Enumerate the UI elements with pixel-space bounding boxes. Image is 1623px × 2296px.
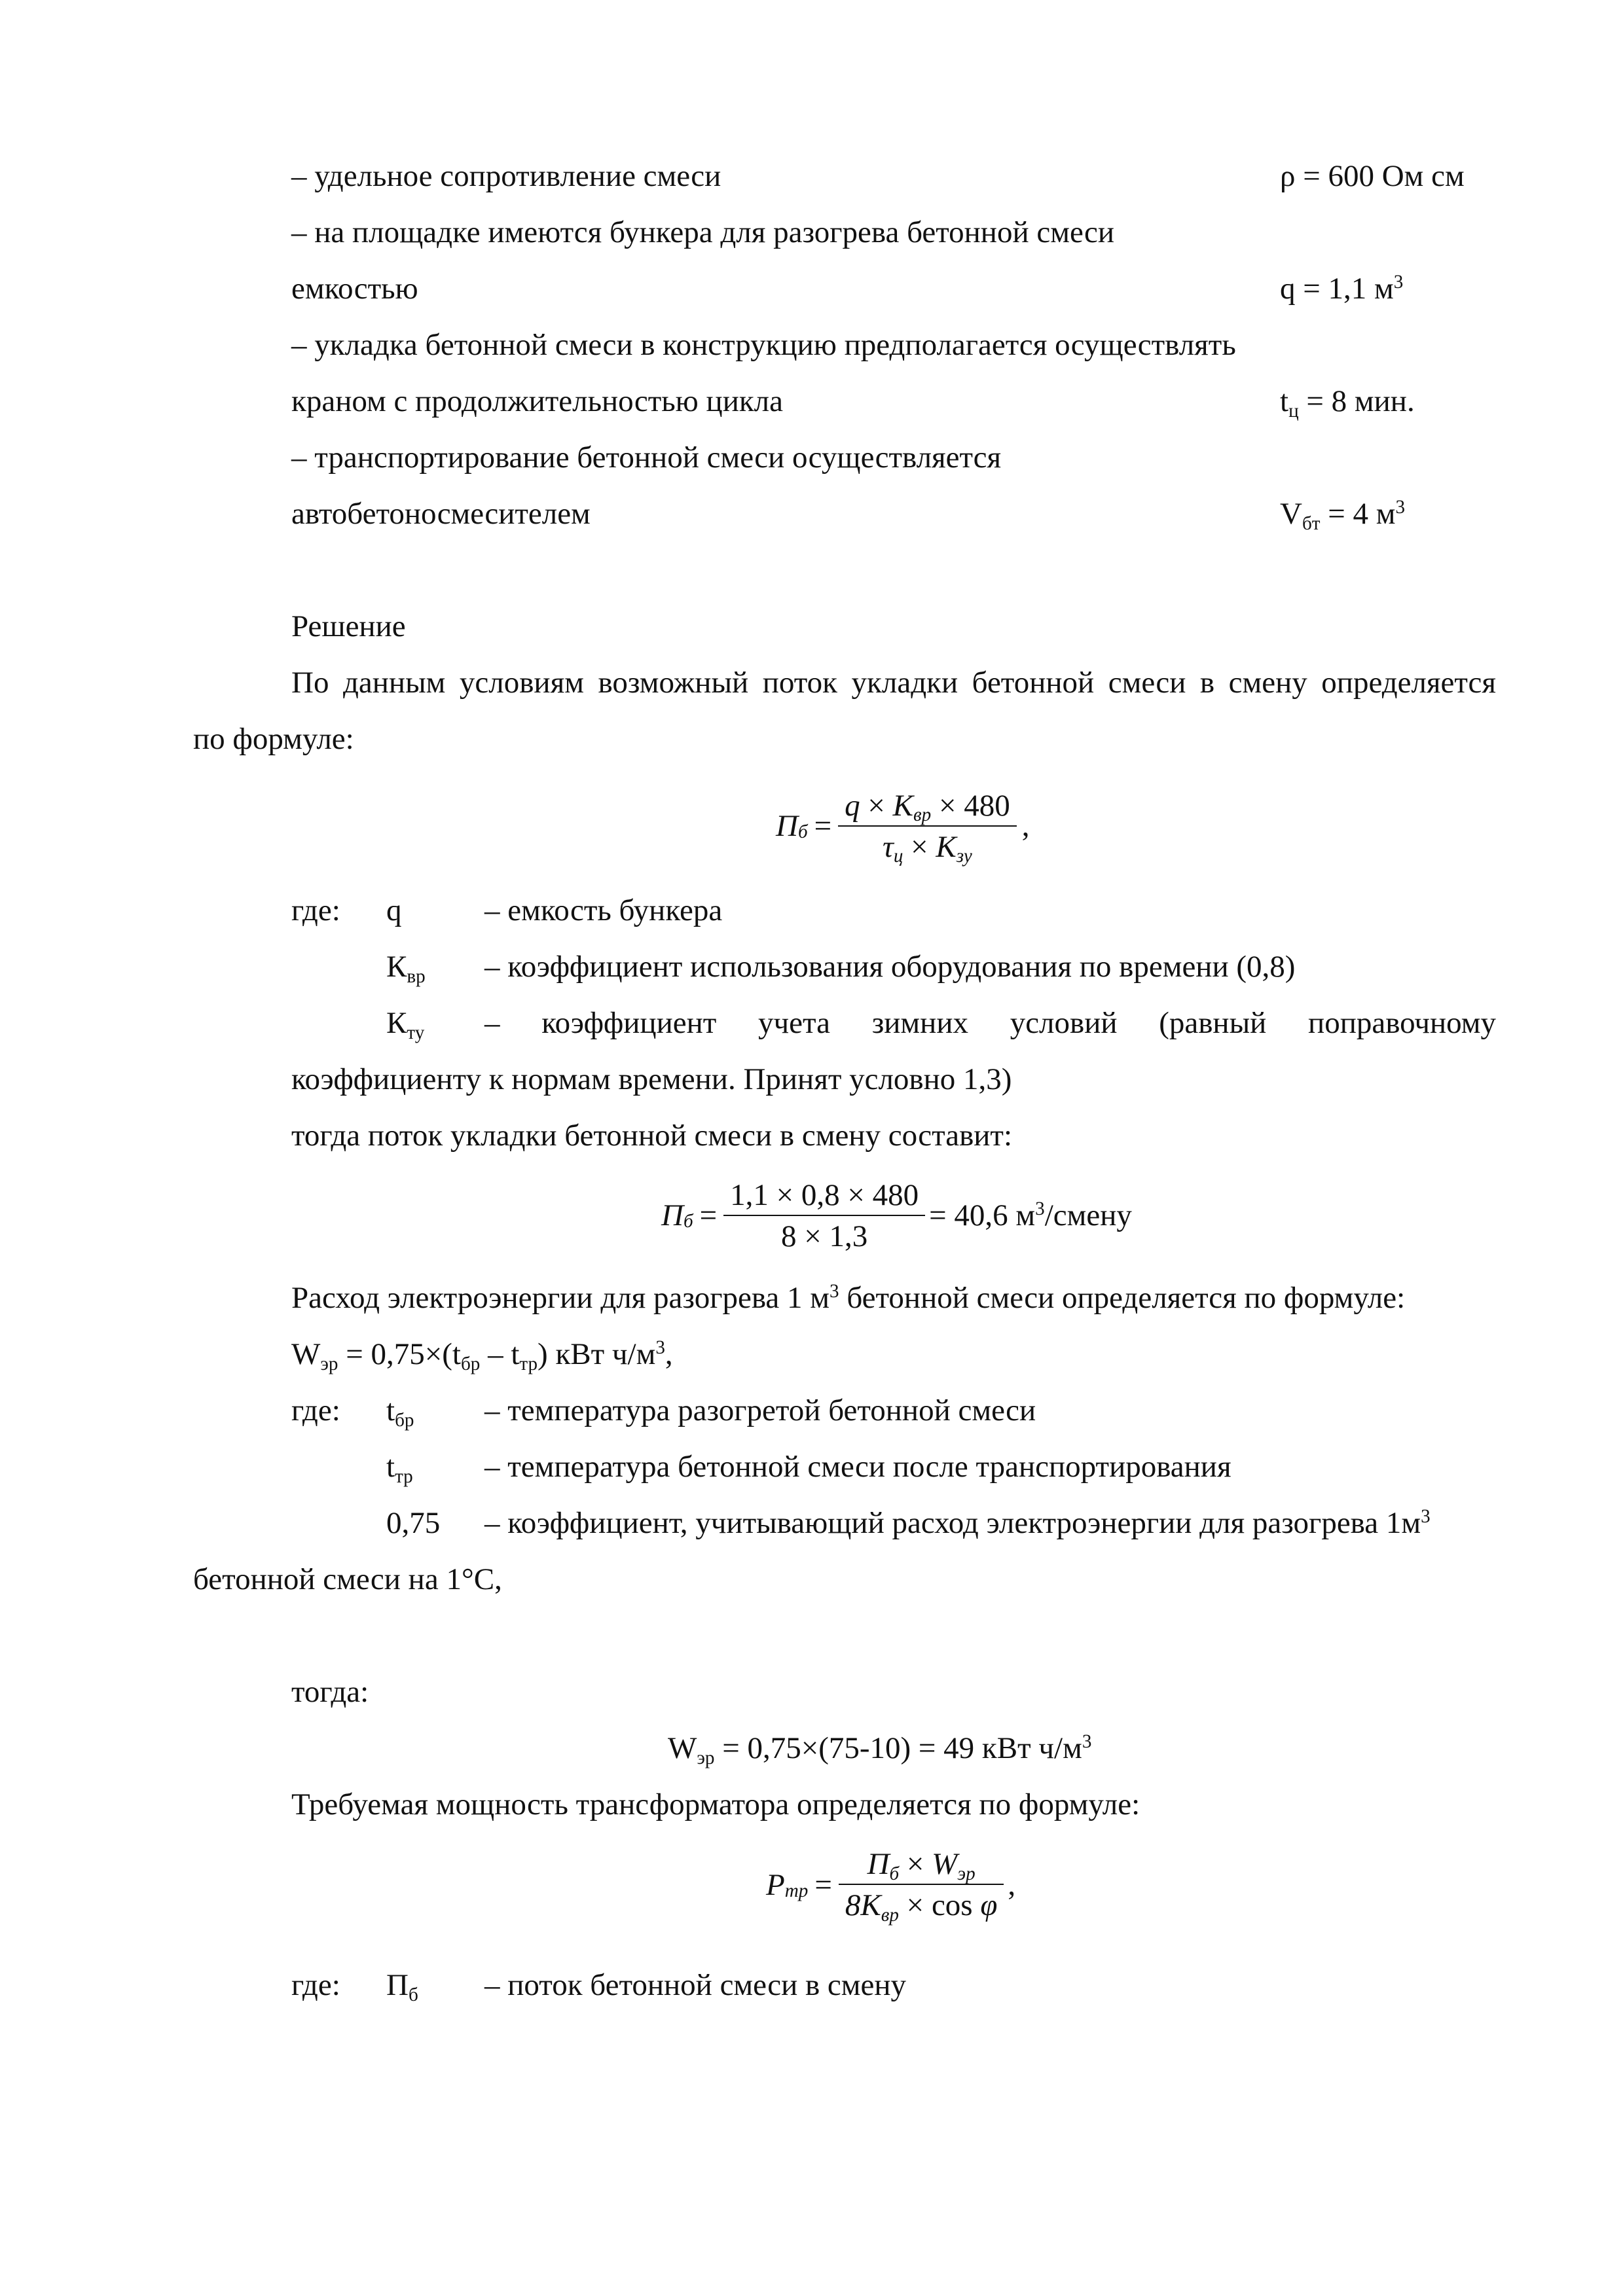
where2-desc-coef-cont: бетонной смеси на 1°С, xyxy=(193,1562,502,1596)
formula-flow-fraction: $\frac{q \times K_{вр} \times 480}{\tau_ц \times K_{зу}}$ xyxy=(838,791,1017,863)
paragraph-then-energy: тогда: xyxy=(291,1675,369,1709)
formula-energy: $W_{эр} = 0,75\times(t_{бр} - t_{тр})$ кВт $ч/м^3$, xyxy=(291,1336,673,1374)
formula-flow-result: П $_б$ = $\frac{1,1 \times 0,8 \times 480}{8 \times 1,3}$ = 40,6 $м^3$/смену xyxy=(661,1177,1132,1253)
line-capacity: емкостью xyxy=(291,272,418,306)
formula-transformer-fraction: $\frac{П_б \times W_{эр}}{8K_{вр} \times \cos \varphi}$ xyxy=(839,1849,1004,1921)
where3-desc-pb: – поток бетонной смеси в смену xyxy=(484,1968,907,2002)
paragraph-then-flow: тогда поток укладки бетонной смеси в смену составит: xyxy=(291,1119,1013,1153)
formula-flow: П $_б$ = $\frac{q \times K_{вр} \times 480}{\tau_ц \times K_{зу}}$ , xyxy=(776,788,1030,867)
paragraph-energy: Расход электроэнергии для разогрева 1 $м^3$ бетонной смеси определяется по формуле: xyxy=(291,1280,1406,1315)
line-placement: – укладка бетонной смеси в конструкцию предполагается осуществлять xyxy=(291,328,1236,362)
where-label-3: где: xyxy=(291,1968,340,2002)
line-mixer: автобетоносмесителем xyxy=(291,497,591,531)
line-resistivity: – удельное сопротивление смеси xyxy=(291,159,721,193)
where2-desc-tbr: – температура разогретой бетонной смеси xyxy=(484,1393,1036,1427)
value-capacity: q = 1,1 $м^3$ xyxy=(1280,271,1404,306)
where2-symbol-ttr: $t_{тр}$ xyxy=(386,1450,413,1487)
line-bunkers: – на площадке имеются бункера для разогрева бетонной смеси xyxy=(291,215,1114,249)
value-resistivity: ρ = 600 Ом см xyxy=(1280,159,1465,193)
line-crane-cycle: краном с продолжительностью цикла xyxy=(291,384,783,418)
where1-desc-q: – емкость бункера xyxy=(484,893,723,927)
solution-heading: Решение xyxy=(291,609,406,643)
paragraph-flow-intro-cont: по формуле: xyxy=(193,722,354,756)
value-crane-cycle: $t_ц = 8$ мин. xyxy=(1280,384,1415,422)
where1-symbol-q: q xyxy=(386,893,402,927)
where2-desc-coef: – коэффициент, учитывающий расход электроэнергии для разогрева $1м^3$ xyxy=(484,1505,1431,1540)
paragraph-flow-intro: По данным условиям возможный поток укладки бетонной смеси в смену определяется xyxy=(291,666,1496,700)
where2-symbol-tbr: $t_{бр}$ xyxy=(386,1393,414,1431)
where1-desc-kty: – коэффициент учета зимних условий (равный поправочному xyxy=(484,1006,1496,1040)
where1-symbol-kvr: $К_{вр}$ xyxy=(386,950,426,987)
where1-desc-kty-cont: коэффициенту к нормам времени. Принят условно 1,3) xyxy=(291,1062,1012,1096)
line-transport: – транспортирование бетонной смеси осуществляется xyxy=(291,440,1002,475)
where2-desc-ttr: – температура бетонной смеси после транспортирования xyxy=(484,1450,1231,1484)
paragraph-transformer: Требуемая мощность трансформатора определяется по формуле: xyxy=(291,1787,1140,1821)
where2-symbol-coef: 0,75 xyxy=(386,1506,441,1540)
where3-symbol-pb: $П_б$ xyxy=(386,1968,418,2005)
where1-desc-kvr: – коэффициент использования оборудования по времени (0,8) xyxy=(484,950,1296,984)
formula-flow-result-fraction: $\frac{1,1 \times 0,8 \times 480}{8 \times 1,3}$ xyxy=(723,1180,925,1252)
where-label-2: где: xyxy=(291,1393,340,1427)
where1-symbol-kty: $К_{ту}$ xyxy=(386,1006,425,1043)
value-mixer: $V_{бт} = 4$ $м^3$ xyxy=(1280,496,1406,534)
formula-transformer: P $_{тр}$ = $\frac{П_б \times W_{эр}}{8K_{вр} \times \cos \varphi}$ , xyxy=(766,1847,1016,1926)
formula-energy-result: $W_{эр} = 0,75\times(75-10) = 49$ кВт $ч/м^3$ xyxy=(668,1731,1092,1768)
where-label-1: где: xyxy=(291,893,340,927)
